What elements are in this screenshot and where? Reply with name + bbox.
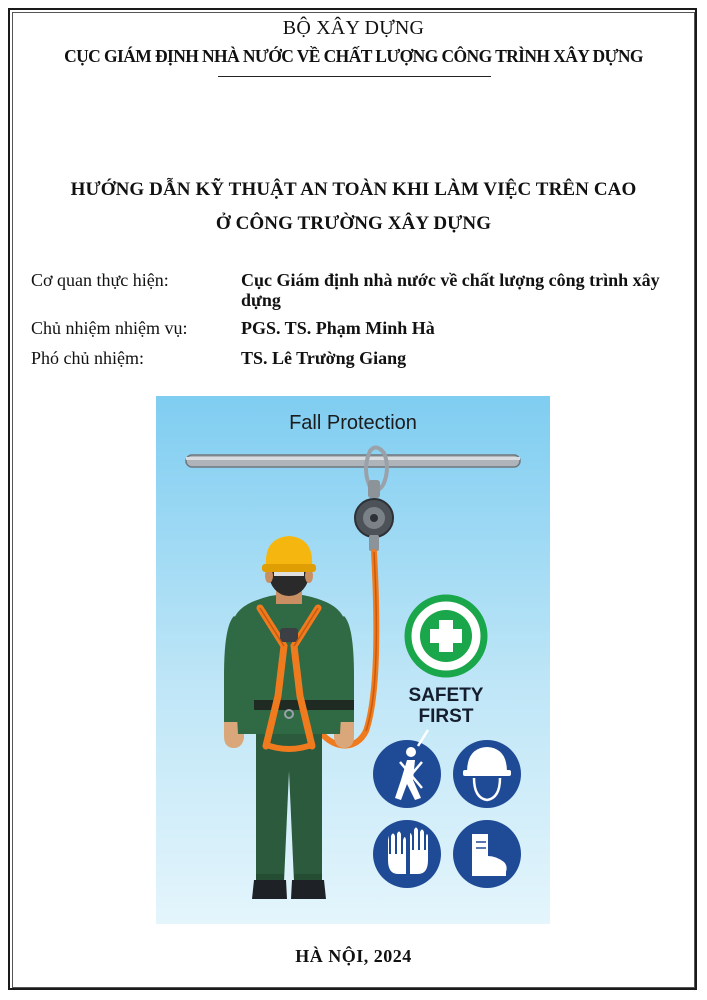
- department-name: CỤC GIÁM ĐỊNH NHÀ NƯỚC VỀ CHẤT LƯỢNG CÔNG TRÌNH XÂY DỰNG: [64, 46, 643, 66]
- title-line-1: HƯỚNG DẪN KỸ THUẬT AN TOÀN KHI LÀM VIỆC TRÊN CAO: [70, 179, 637, 200]
- info-value: Cục Giám định nhà nước về chất lượng công trình xây dựng: [241, 270, 660, 310]
- gloves-icon: [373, 820, 441, 888]
- place-and-year: HÀ NỘI, 2024: [295, 946, 412, 966]
- fall-protection-poster: [156, 396, 550, 924]
- poster-title: Fall Protection: [289, 412, 417, 434]
- info-row-agency: [31, 270, 691, 318]
- title-line-2: Ở CÔNG TRƯỜNG XÂY DỰNG: [215, 213, 492, 234]
- info-value: TS. Lê Trường Giang: [241, 348, 407, 368]
- safety-label-line-2: FIRST: [418, 706, 474, 727]
- helmet-icon: [453, 740, 521, 808]
- document-title: [0, 173, 707, 241]
- info-value: PGS. TS. Phạm Minh Hà: [241, 318, 435, 338]
- anchor-rail-icon: [186, 455, 520, 467]
- harness-icon: [373, 730, 441, 808]
- header-divider: [218, 76, 491, 77]
- safety-first-label: [388, 685, 504, 727]
- boots-icon: [453, 820, 521, 888]
- poster-illustration: [156, 396, 550, 924]
- project-info: [31, 270, 691, 378]
- worker-figure-icon: [224, 536, 354, 899]
- info-label: Chủ nhiệm nhiệm vụ:: [31, 318, 188, 338]
- info-label: Cơ quan thực hiện:: [31, 270, 169, 290]
- info-label: Phó chủ nhiệm:: [31, 348, 144, 368]
- info-row-deputy: [31, 348, 691, 378]
- first-aid-cross-icon: [408, 598, 484, 674]
- ministry-name: BỘ XÂY DỰNG: [282, 17, 425, 39]
- safety-label-line-1: SAFETY: [408, 685, 484, 706]
- info-row-leader: [31, 318, 691, 348]
